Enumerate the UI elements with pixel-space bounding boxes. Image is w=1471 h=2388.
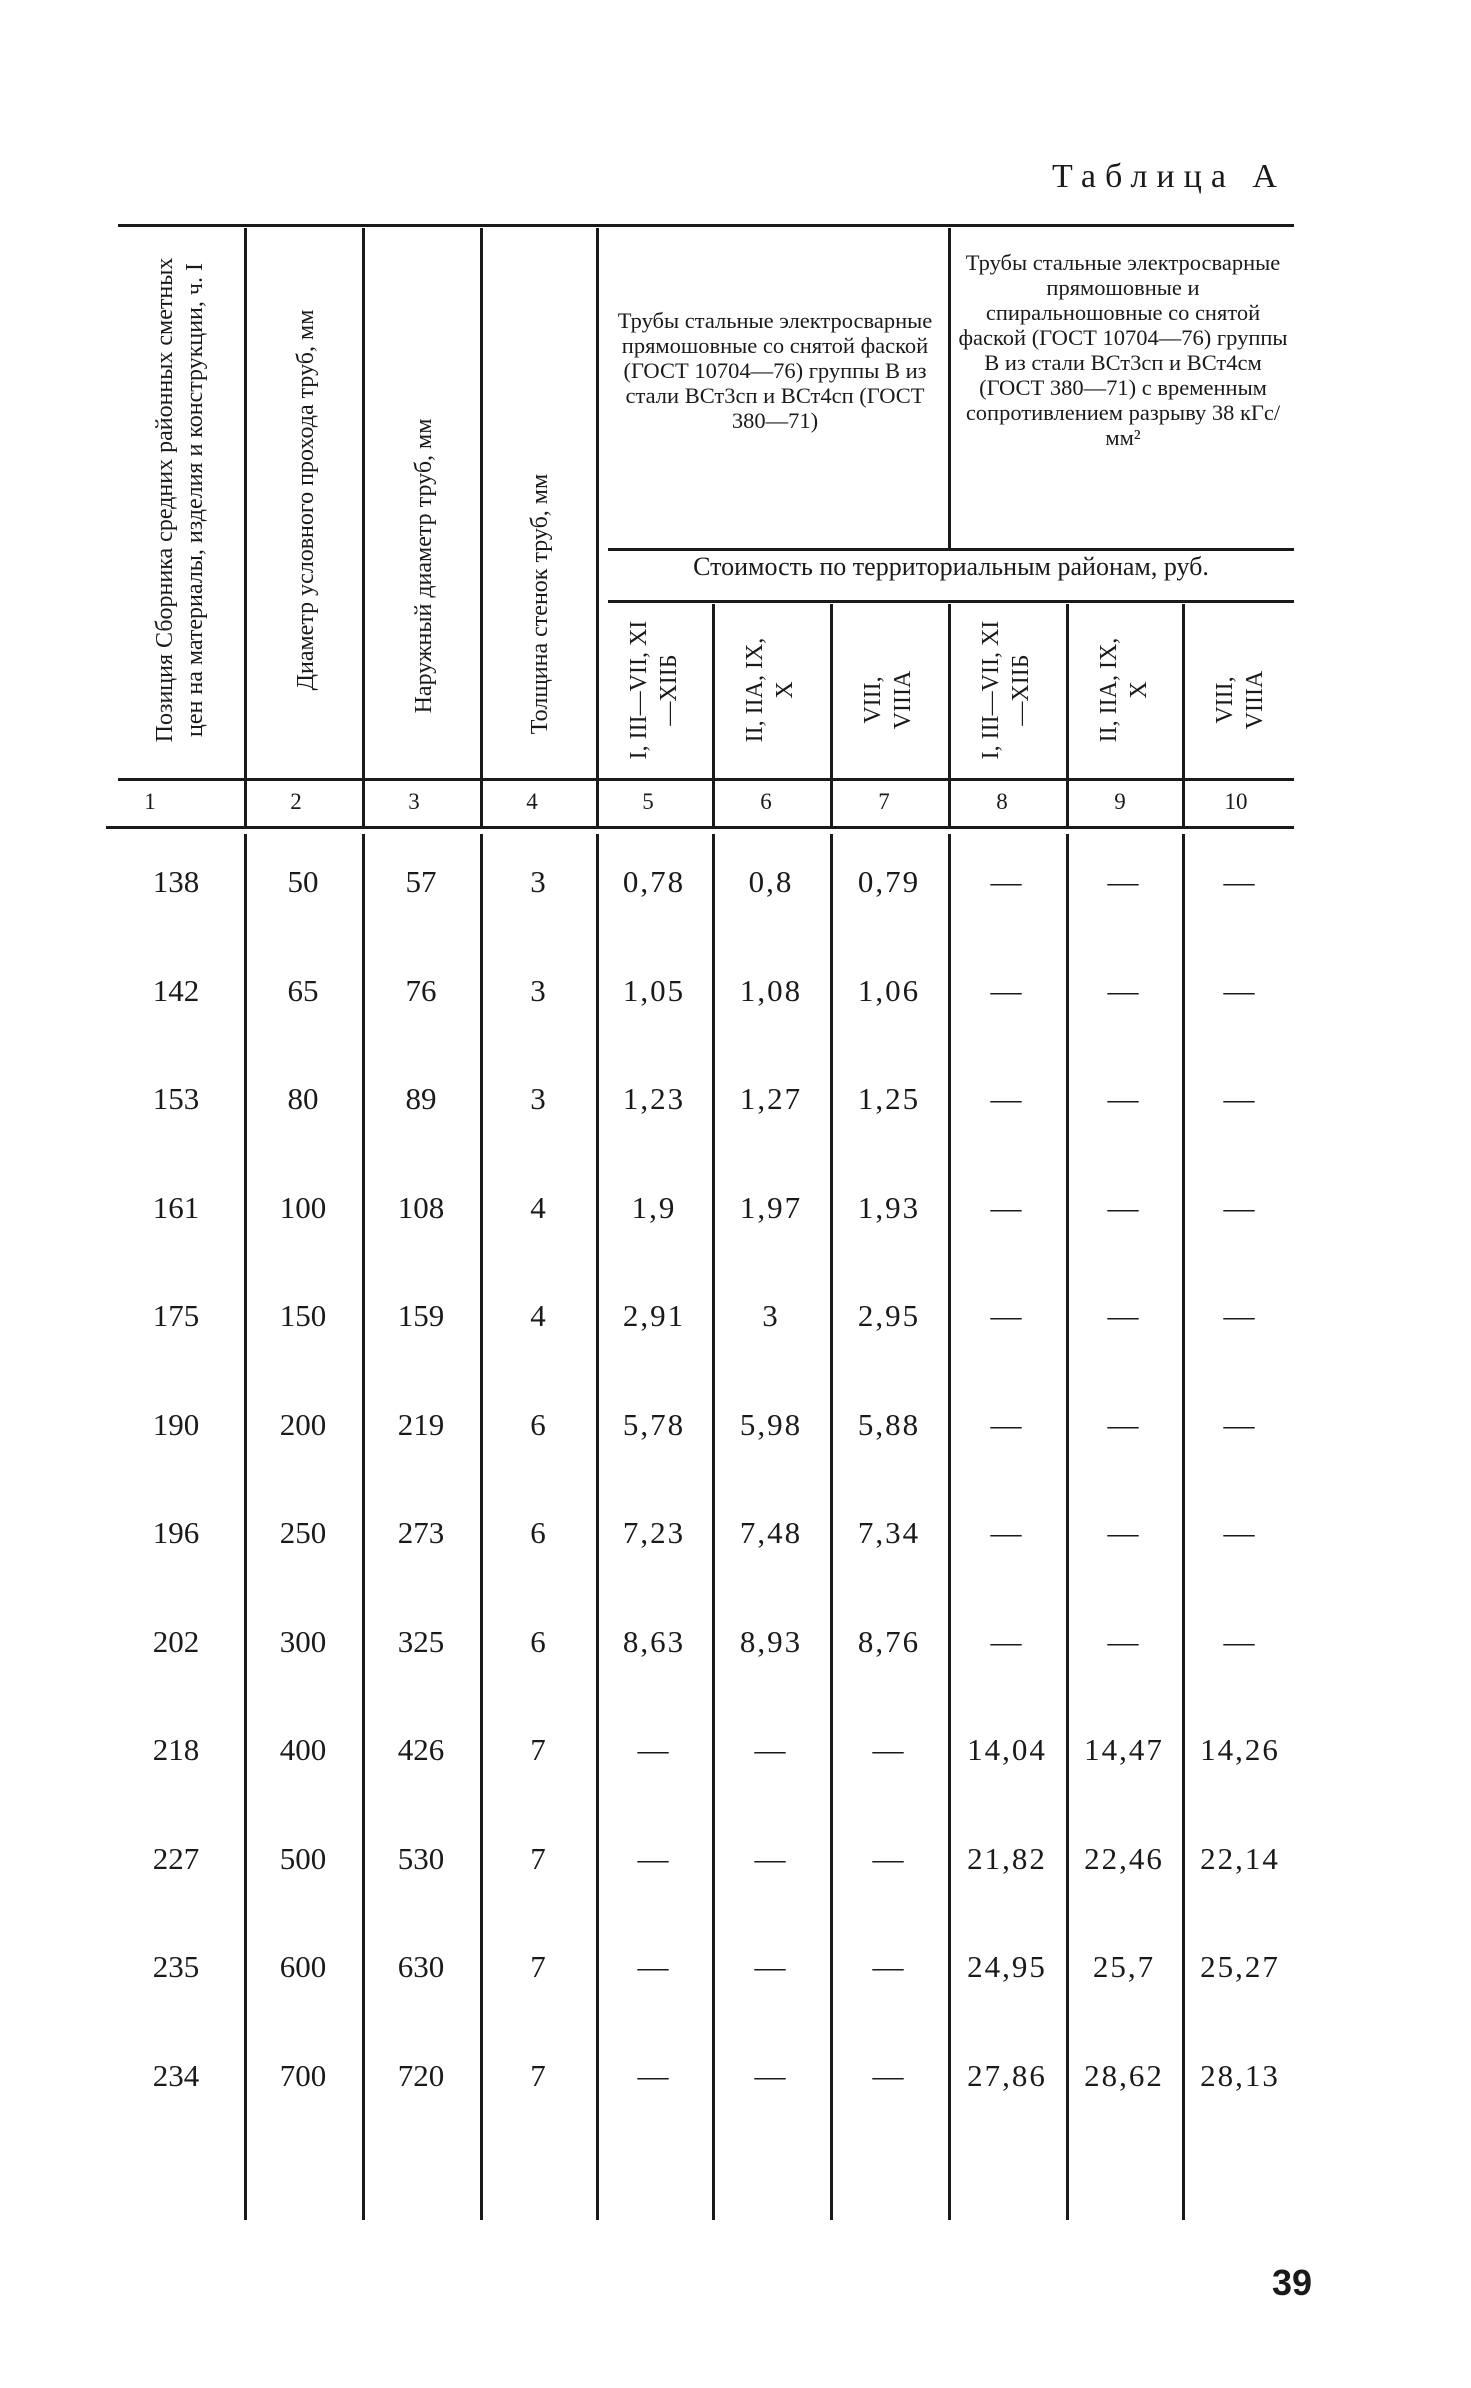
- cell-dn: 159: [397, 1298, 445, 1333]
- cell-g1b: —: [754, 1949, 788, 1984]
- cell-dn: 57: [405, 864, 437, 899]
- cell-g1a: 1,23: [622, 1081, 686, 1116]
- cell-pos: 227: [152, 1840, 200, 1876]
- cell-g2c: 28,13: [1200, 2057, 1280, 2093]
- header-divider-10: [1182, 604, 1185, 826]
- group-header-2: Трубы стальные электросварные прямошовные и спиральношовные со снятой фаской (ГОСТ 10704—76) группы В из стали ВСт3сп и ВСт4см (ГОСТ 380—71) с временным сопротивлением разрыву 38 кГс/мм²: [958, 250, 1288, 450]
- cell-pos: 142: [152, 972, 200, 1008]
- cell-g2c: —: [1223, 1623, 1257, 1659]
- cell-g2a: —: [990, 1515, 1024, 1550]
- cell-g1c: 0,79: [857, 864, 921, 899]
- cell-g2a: —: [990, 972, 1024, 1008]
- cell-t: 4: [530, 1189, 546, 1225]
- cell-dn: 720: [397, 2057, 445, 2093]
- cell-du: 50: [287, 864, 319, 899]
- cell-g1b: 1,27: [739, 1081, 803, 1116]
- cell-g2b: —: [1107, 1515, 1141, 1550]
- cell-g1b: 8,93: [739, 1623, 803, 1659]
- cell-du: 500: [279, 1840, 327, 1876]
- cell-pos: 161: [152, 1189, 200, 1225]
- column-number-5: 5: [642, 789, 654, 814]
- region-header-g1b-text: II, IIА, IX, X: [742, 637, 798, 743]
- cell-g1c: —: [872, 1732, 906, 1767]
- cell-g1b: 5,98: [739, 1406, 803, 1442]
- cell-g1b: 3: [762, 1298, 780, 1333]
- cell-g2a: —: [990, 864, 1024, 899]
- cell-t: 6: [530, 1406, 546, 1442]
- region-header-g1c-text: VIII, VIIIА: [860, 670, 916, 730]
- cell-g2b: —: [1107, 1406, 1141, 1442]
- cell-pos: 175: [152, 1298, 200, 1333]
- cell-dn: 426: [397, 1732, 445, 1767]
- header-divider-4: [596, 228, 599, 826]
- cell-t: 3: [530, 864, 546, 899]
- cell-g2c: —: [1223, 1515, 1257, 1550]
- header-bottom-rule: [118, 778, 1294, 781]
- cell-g2a: 21,82: [967, 1840, 1047, 1876]
- cell-g1c: 5,88: [857, 1406, 921, 1442]
- cell-g2c: 25,27: [1200, 1949, 1280, 1984]
- cell-g2c: —: [1223, 864, 1257, 899]
- column-number-8: 8: [996, 789, 1008, 814]
- cell-g1c: 1,93: [857, 1189, 921, 1225]
- cell-g2b: —: [1107, 1081, 1141, 1116]
- cell-g2c: —: [1223, 1406, 1257, 1442]
- header-wall-thickness-text: Толщина стенок труб, мм: [527, 473, 553, 735]
- header-divider-6: [712, 604, 715, 826]
- cell-g2b: 28,62: [1084, 2057, 1164, 2093]
- cell-g1c: 2,95: [857, 1298, 921, 1333]
- cell-g2c: —: [1223, 1298, 1257, 1333]
- cell-t: 4: [530, 1298, 546, 1333]
- cell-g2b: —: [1107, 864, 1141, 899]
- cell-g2a: —: [990, 1623, 1024, 1659]
- column-number-3: 3: [408, 789, 420, 814]
- cell-g1a: 1,05: [622, 972, 686, 1008]
- cell-du: 200: [279, 1406, 327, 1442]
- cell-t: 7: [530, 2057, 546, 2093]
- cell-pos: 202: [152, 1623, 200, 1659]
- cell-g2c: —: [1223, 1081, 1257, 1116]
- cell-g2a: —: [990, 1406, 1024, 1442]
- cell-g2a: —: [990, 1081, 1024, 1116]
- header-divider-8: [948, 604, 951, 826]
- cell-g2b: 22,46: [1084, 1840, 1164, 1876]
- cell-g2b: —: [1107, 1623, 1141, 1659]
- cell-dn: 530: [397, 1840, 445, 1876]
- column-number-rule: [106, 826, 1294, 829]
- cell-g2a: 24,95: [967, 1949, 1047, 1984]
- cell-pos: 153: [152, 1081, 200, 1116]
- cell-g2a: —: [990, 1298, 1024, 1333]
- cell-g1b: 7,48: [739, 1515, 803, 1550]
- cell-du: 65: [287, 972, 319, 1008]
- cell-pos: 138: [152, 864, 200, 899]
- cell-g2a: 14,04: [967, 1732, 1047, 1767]
- cell-pos: 218: [152, 1732, 200, 1767]
- header-divider-7: [830, 604, 833, 826]
- cell-t: 7: [530, 1840, 546, 1876]
- cell-g2a: —: [990, 1189, 1024, 1225]
- cell-t: 7: [530, 1949, 546, 1984]
- cell-g1a: —: [637, 1732, 671, 1767]
- group-header-1: Трубы стальные электросварные прямошовные со снятой фаской (ГОСТ 10704—76) группы В из стали ВСт3сп и ВСт4сп (ГОСТ 380—71): [617, 308, 933, 433]
- column-number-6: 6: [760, 789, 772, 814]
- cell-du: 400: [279, 1732, 327, 1767]
- cell-t: 6: [530, 1623, 546, 1659]
- cell-dn: 89: [405, 1081, 437, 1116]
- cell-g2b: —: [1107, 972, 1141, 1008]
- cell-du: 250: [279, 1515, 327, 1550]
- cell-g1a: 5,78: [622, 1406, 686, 1442]
- header-nominal-diameter-text: Диаметр условного прохода труб, мм: [293, 309, 319, 691]
- cell-g2b: 14,47: [1084, 1732, 1164, 1767]
- table-caption: Таблица А: [1052, 158, 1286, 195]
- column-number-4: 4: [526, 789, 538, 814]
- cell-g2b: 25,7: [1092, 1949, 1156, 1984]
- header-position-text: Позиция Сборника средних районных сметных цен на материалы, изделия и конструкции, ч. I: [152, 257, 208, 743]
- cell-du: 700: [279, 2057, 327, 2093]
- cell-g1a: 1,9: [631, 1189, 677, 1225]
- price-subheader: Стоимость по территориальным районам, руб.: [693, 552, 1209, 581]
- header-divider-1: [244, 228, 247, 826]
- cell-g2b: —: [1107, 1189, 1141, 1225]
- cell-g1a: —: [637, 1840, 671, 1876]
- column-number-2: 2: [290, 789, 302, 814]
- cell-pos: 234: [152, 2057, 200, 2093]
- region-header-g2a-text: I, III—VII, XI—XIIБ: [978, 620, 1034, 760]
- cell-g1c: 8,76: [857, 1623, 921, 1659]
- cell-du: 150: [279, 1298, 327, 1333]
- page-number: 39: [1272, 2262, 1313, 2303]
- cell-g1c: —: [872, 1840, 906, 1876]
- column-number-10: 10: [1224, 789, 1248, 814]
- cell-g1b: 1,97: [739, 1189, 803, 1225]
- region-header-g2c-text: VIII, VIIIА: [1212, 670, 1268, 730]
- cell-dn: 325: [397, 1623, 445, 1659]
- group-header-rule: [608, 548, 1294, 551]
- cell-g2c: 22,14: [1200, 1840, 1280, 1876]
- cell-g1b: —: [754, 1840, 788, 1876]
- column-number-1: 1: [144, 789, 156, 814]
- cell-t: 6: [530, 1515, 546, 1550]
- cell-g2c: 14,26: [1200, 1732, 1280, 1767]
- header-divider-2: [362, 228, 365, 826]
- cell-g1b: 0,8: [748, 864, 794, 899]
- cell-dn: 108: [397, 1189, 445, 1225]
- cell-g1c: 1,25: [857, 1081, 921, 1116]
- cell-pos: 190: [152, 1406, 200, 1442]
- cell-du: 80: [287, 1081, 319, 1116]
- cell-g1a: 0,78: [622, 864, 686, 899]
- cell-g1c: —: [872, 2057, 906, 2093]
- cell-g2b: —: [1107, 1298, 1141, 1333]
- cell-dn: 630: [397, 1949, 445, 1984]
- cell-dn: 76: [405, 972, 437, 1008]
- cell-pos: 196: [152, 1515, 200, 1550]
- cell-g1c: —: [872, 1949, 906, 1984]
- cell-g2c: —: [1223, 1189, 1257, 1225]
- header-divider-group: [948, 228, 951, 550]
- cell-g2c: —: [1223, 972, 1257, 1008]
- cell-du: 600: [279, 1949, 327, 1984]
- cell-g1b: —: [754, 2057, 788, 2093]
- cell-du: 300: [279, 1623, 327, 1659]
- header-divider-9: [1066, 604, 1069, 826]
- header-divider-3: [480, 228, 483, 826]
- cell-g1a: —: [637, 1949, 671, 1984]
- region-header-g2b-text: II, IIА, IX, X: [1096, 637, 1152, 743]
- column-number-7: 7: [878, 789, 890, 814]
- cell-du: 100: [279, 1189, 327, 1225]
- column-number-9: 9: [1114, 789, 1126, 814]
- cell-t: 7: [530, 1732, 546, 1767]
- cell-g1b: —: [754, 1732, 788, 1767]
- subhead-rule: [608, 600, 1294, 603]
- cell-g1b: 1,08: [739, 972, 803, 1008]
- cell-g2a: 27,86: [967, 2057, 1047, 2093]
- cell-g1a: 2,91: [622, 1298, 686, 1333]
- cell-dn: 273: [397, 1515, 445, 1550]
- cell-g1a: 8,63: [622, 1623, 686, 1659]
- cell-t: 3: [530, 1081, 546, 1116]
- cell-pos: 235: [152, 1949, 200, 1984]
- cell-t: 3: [530, 972, 546, 1008]
- cell-dn: 219: [397, 1406, 445, 1442]
- table-top-rule: [118, 224, 1294, 227]
- cell-g1c: 1,06: [857, 972, 921, 1008]
- cell-g1a: —: [637, 2057, 671, 2093]
- cell-g1c: 7,34: [857, 1515, 921, 1550]
- region-header-g1a-text: I, III—VII, XI—XIIБ: [626, 620, 682, 760]
- header-outer-diameter-text: Наружный диаметр труб, мм: [411, 418, 437, 714]
- cell-g1a: 7,23: [622, 1515, 686, 1550]
